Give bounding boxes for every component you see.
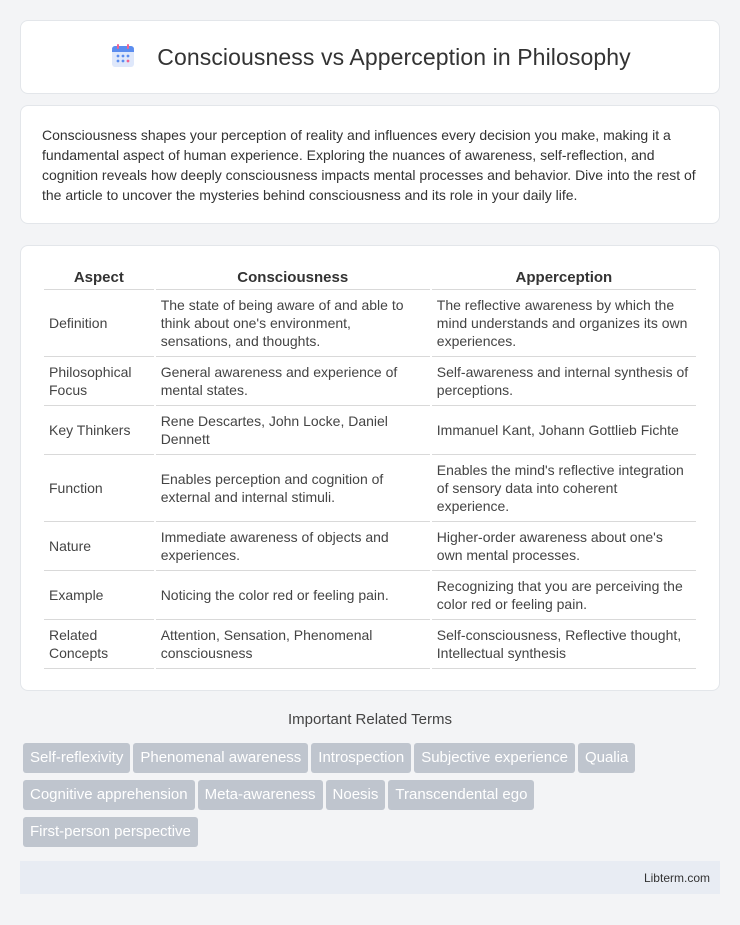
table-cell: The state of being aware of and able to think about one's environment, sensations, and thoughts. bbox=[156, 290, 430, 357]
header-card bbox=[20, 20, 720, 94]
term-tag[interactable]: Cognitive apprehension bbox=[23, 780, 195, 810]
table-cell: Self-awareness and internal synthesis of perceptions. bbox=[432, 357, 696, 406]
term-tag[interactable]: Phenomenal awareness bbox=[133, 743, 308, 773]
table-row bbox=[44, 406, 696, 455]
term-tag[interactable]: Transcendental ego bbox=[388, 780, 534, 810]
term-tag[interactable]: Self-reflexivity bbox=[23, 743, 130, 773]
table-cell: Rene Descartes, John Locke, Daniel Dennett bbox=[156, 406, 430, 455]
table-cell: Higher-order awareness about one's own mental processes. bbox=[432, 522, 696, 571]
table-row bbox=[44, 620, 696, 669]
table-cell: Enables the mind's reflective integration of sensory data into coherent experience. bbox=[432, 455, 696, 522]
table-cell: Enables perception and cognition of external and internal stimuli. bbox=[156, 455, 430, 522]
term-tag[interactable]: Meta-awareness bbox=[198, 780, 323, 810]
related-terms-list bbox=[23, 743, 723, 854]
comparison-table bbox=[42, 260, 698, 669]
comparison-card bbox=[20, 245, 720, 691]
table-cell-aspect: Example bbox=[44, 571, 154, 620]
term-tag[interactable]: Subjective experience bbox=[414, 743, 575, 773]
calendar-icon bbox=[109, 42, 137, 70]
table-cell-aspect: Definition bbox=[44, 290, 154, 357]
table-row bbox=[44, 455, 696, 522]
column-header-apperception: Apperception bbox=[432, 260, 696, 290]
table-cell: Attention, Sensation, Phenomenal consciousness bbox=[156, 620, 430, 669]
table-cell-aspect: Nature bbox=[44, 522, 154, 571]
table-cell-aspect: Key Thinkers bbox=[44, 406, 154, 455]
table-cell: Self-consciousness, Reflective thought, Intellectual synthesis bbox=[432, 620, 696, 669]
term-tag[interactable]: Introspection bbox=[311, 743, 411, 773]
related-terms-heading: Important Related Terms bbox=[288, 711, 452, 728]
table-cell: Recognizing that you are perceiving the color red or feeling pain. bbox=[432, 571, 696, 620]
table-header-row bbox=[44, 260, 696, 290]
table-cell: Noticing the color red or feeling pain. bbox=[156, 571, 430, 620]
term-tag[interactable]: Noesis bbox=[326, 780, 386, 810]
column-header-aspect: Aspect bbox=[44, 260, 154, 290]
table-cell: Immanuel Kant, Johann Gottlieb Fichte bbox=[432, 406, 696, 455]
footer-site-link[interactable]: Libterm.com bbox=[643, 870, 710, 885]
table-cell-aspect: Philosophical Focus bbox=[44, 357, 154, 406]
table-row bbox=[44, 290, 696, 357]
table-cell: The reflective awareness by which the mind understands and organizes its own experiences. bbox=[432, 290, 696, 357]
footer bbox=[20, 861, 720, 894]
table-cell-aspect: Related Concepts bbox=[44, 620, 154, 669]
page-title: Consciousness vs Apperception in Philosophy bbox=[157, 43, 631, 70]
intro-text: Consciousness shapes your perception of reality and influences every decision you make, making it a fundamental aspect of human experience. Exploring the nuances of awareness, self-reflection, and cognition reveals how deeply consciousness impacts mental processes and behavior. Dive into the rest of the article to uncover the mysteries behind consciousness and its role in your daily life. bbox=[42, 127, 696, 203]
table-row bbox=[44, 522, 696, 571]
table-cell-aspect: Function bbox=[44, 455, 154, 522]
table-row bbox=[44, 571, 696, 620]
intro-card bbox=[20, 105, 720, 224]
table-cell: Immediate awareness of objects and experiences. bbox=[156, 522, 430, 571]
term-tag[interactable]: Qualia bbox=[578, 743, 635, 773]
term-tag[interactable]: First-person perspective bbox=[23, 817, 198, 847]
table-cell: General awareness and experience of mental states. bbox=[156, 357, 430, 406]
table-row bbox=[44, 357, 696, 406]
column-header-consciousness: Consciousness bbox=[156, 260, 430, 290]
